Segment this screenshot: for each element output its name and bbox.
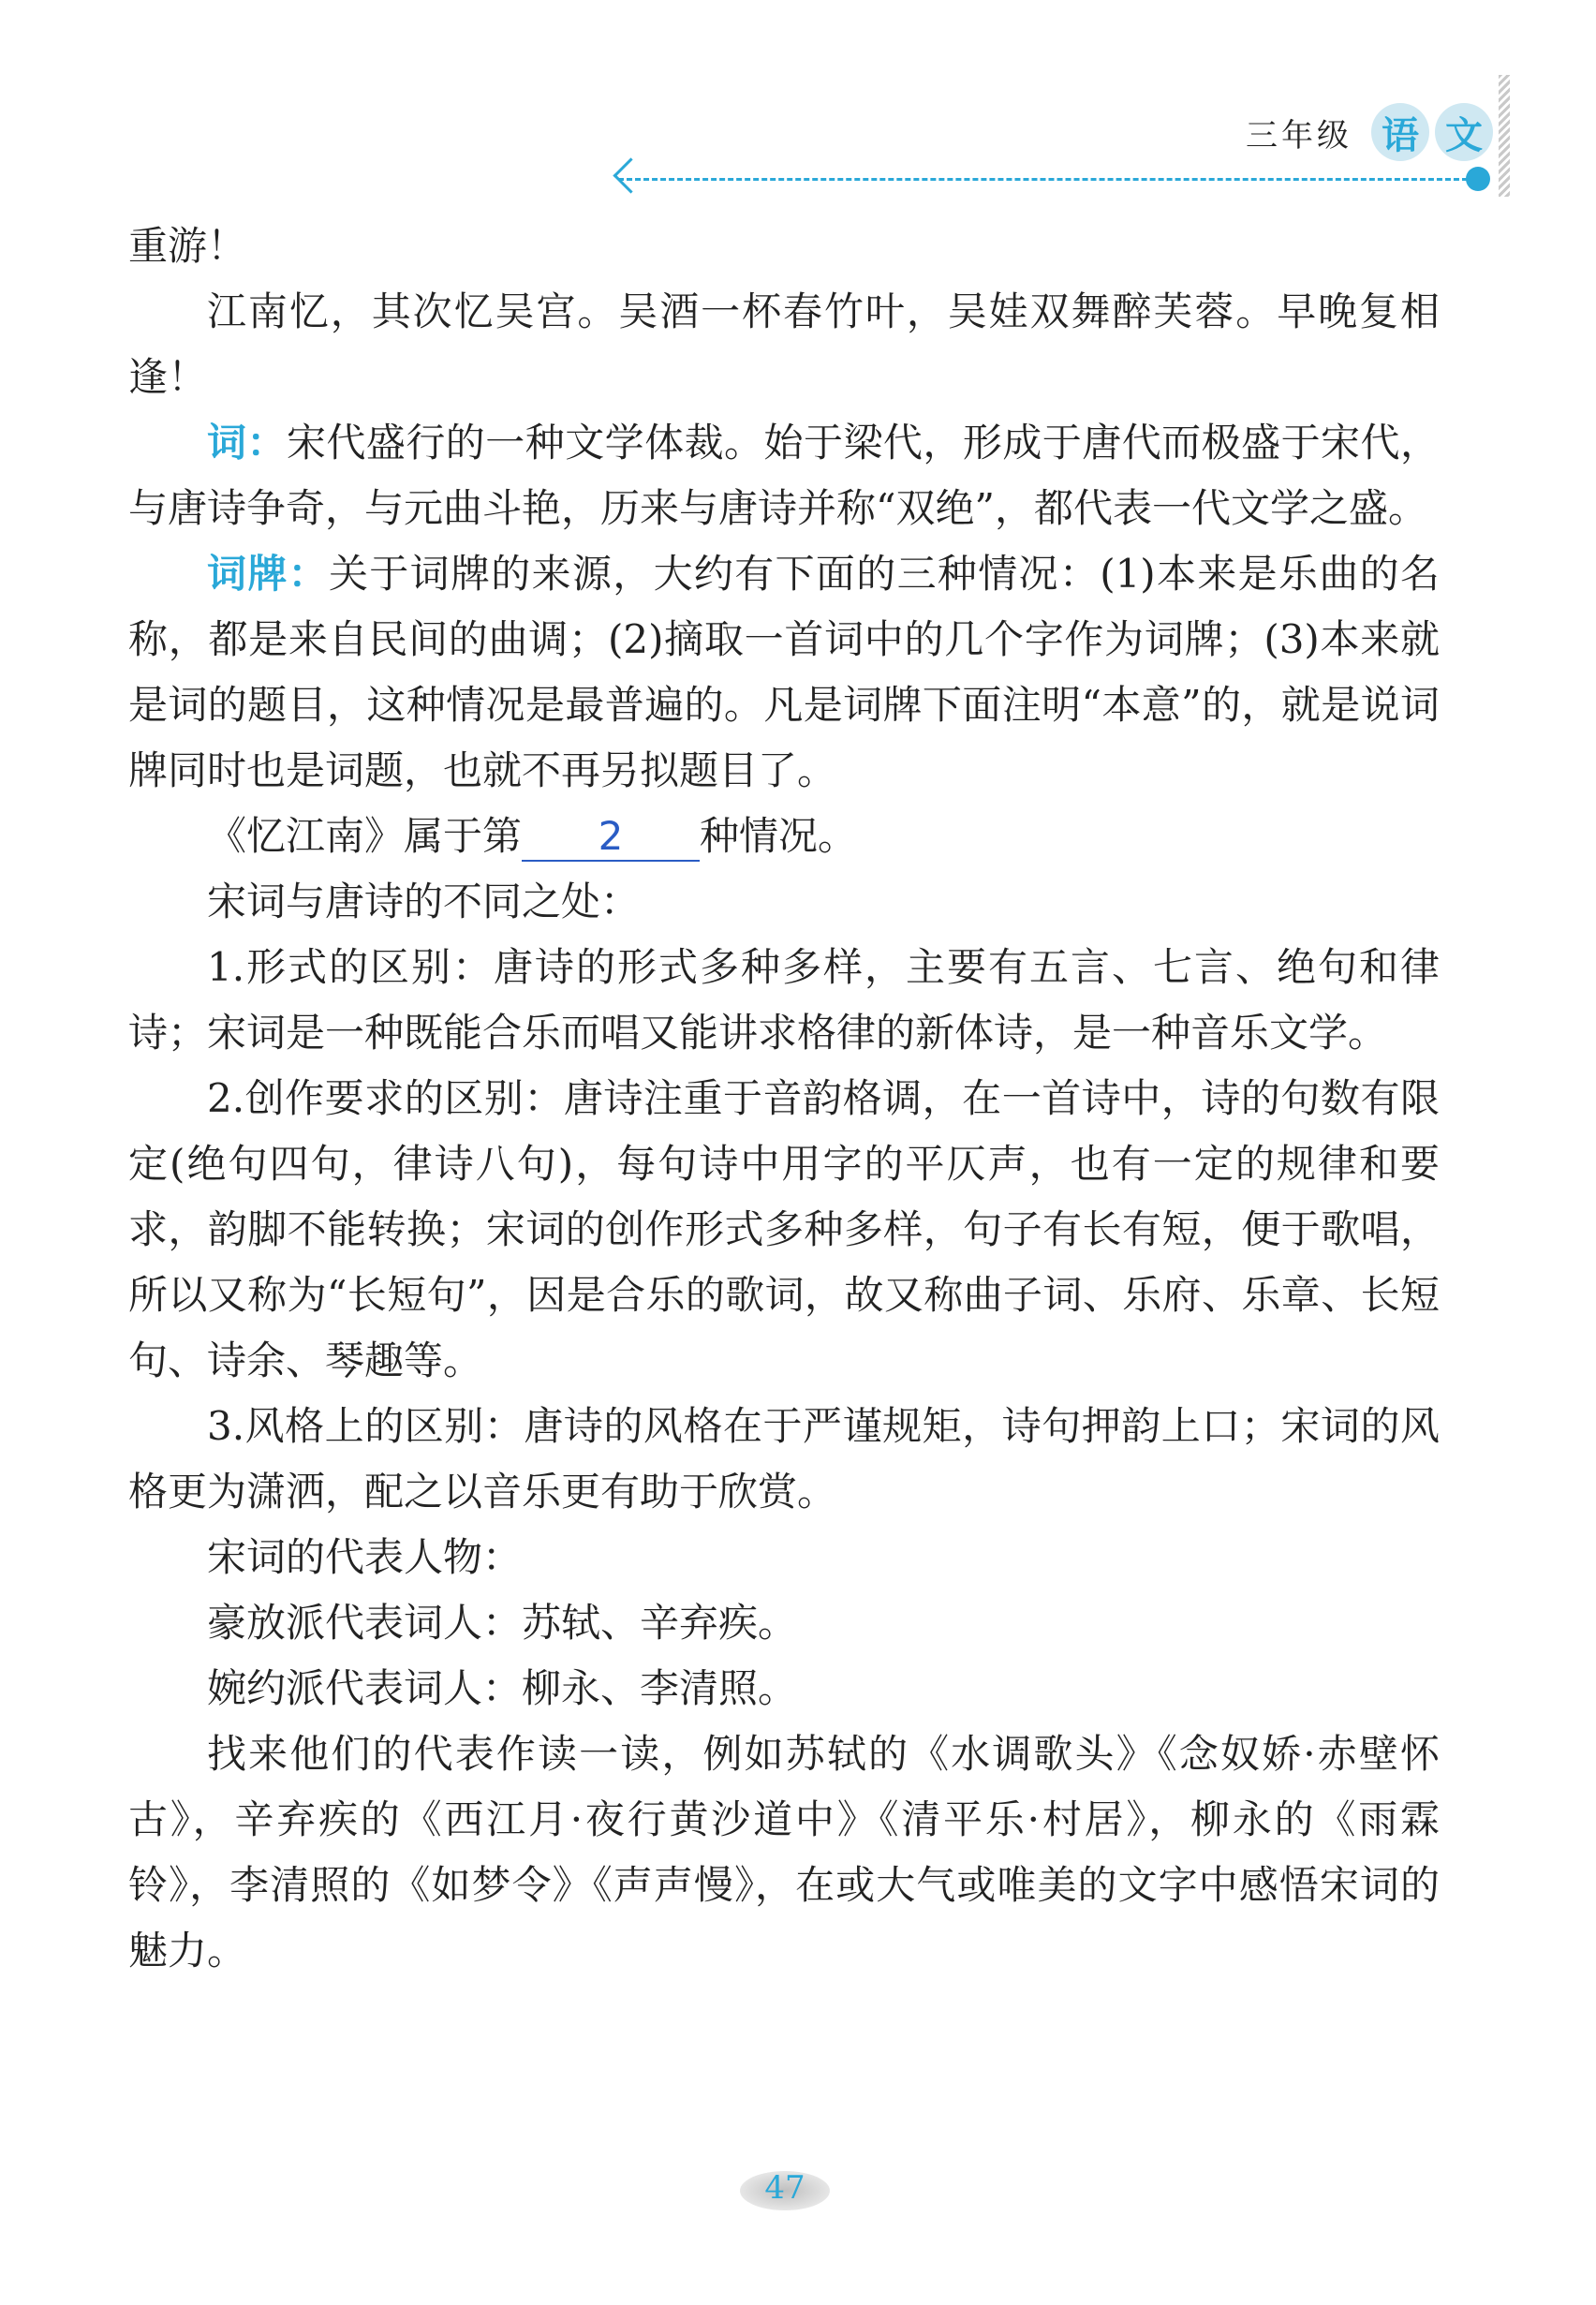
decorative-stripe <box>1499 75 1510 197</box>
question-suffix: 种情况。 <box>700 813 858 859</box>
subject-badge-yu: 语 <box>1371 103 1429 161</box>
cipai-text: 关于词牌的来源，大约有下面的三种情况：(1)本来是乐曲的名称，都是来自民间的曲调；(2)摘取一首词中的几个字作为词牌；(3)本来就是词的题目，这种情况是最普遍的。凡是词牌下面注明“本意”的，就是说词牌同时也是词题，也就不再另拟题目了。 <box>128 551 1440 793</box>
poem-stanza-2: 江南忆，其次忆吴宫。吴酒一杯春竹叶，吴娃双舞醉芙蓉。早晚复相逢！ <box>128 288 1440 400</box>
reps-title: 宋词的代表人物： <box>207 1534 523 1580</box>
reading-suggestion: 找来他们的代表作读一读，例如苏轼的《水调歌头》《念奴娇·赤壁怀古》，辛弃疾的《西江月·夜行黄沙道中》《清平乐·村居》，柳永的《雨霖铃》，李清照的《如梦令》《声声慢》，在或大气或唯美的文字中感悟宋词的魅力。 <box>128 1731 1440 1973</box>
header-dot-icon <box>1466 167 1490 191</box>
ci-definition <box>128 410 1440 541</box>
diff-title: 宋词与唐诗的不同之处： <box>207 879 641 924</box>
fill-in-question <box>128 804 1440 869</box>
ci-term: 词： <box>207 420 287 465</box>
arrow-left-icon <box>613 157 648 193</box>
ci-text: 宋代盛行的一种文学体裁。始于梁代，形成于唐代而极盛于宋代，与唐诗争奇，与元曲斗艳，历来与唐诗并称“双绝”，都代表一代文学之盛。 <box>128 420 1440 531</box>
page-content <box>128 214 1440 1984</box>
grade-label: 三年级 <box>1246 116 1352 155</box>
diff-item-2: 2.创作要求的区别：唐诗注重于音韵格调，在一首诗中，诗的句数有限定(绝句四句，律诗八句)，每句诗中用字的平仄声，也有一定的规律和要求，韵脚不能转换；宋词的创作形式多种多样，句子有长有短，便于歌唱，所以又称为“长短句”，因是合乐的歌词，故又称曲子词、乐府、乐章、长短句、诗余、琴趣等。 <box>128 1075 1440 1383</box>
cipai-definition <box>128 541 1440 804</box>
cipai-term: 词牌： <box>207 551 329 597</box>
page-header <box>1246 103 1493 161</box>
diff-item-3: 3.风格上的区别：唐诗的风格在于严谨规矩，诗句押韵上口；宋词的风格更为潇洒，配之以音乐更有助于欣赏。 <box>128 1403 1440 1515</box>
header-dashed-divider <box>618 178 1485 181</box>
page-number: 47 <box>740 2171 830 2210</box>
diff-item-1: 1.形式的区别：唐诗的形式多种多样，主要有五言、七言、绝句和律诗；宋词是一种既能合乐而唱又能讲求格律的新体诗，是一种音乐文学。 <box>128 944 1440 1056</box>
answer-blank[interactable]: 2 <box>522 813 700 862</box>
question-prefix: 《忆江南》属于第 <box>207 813 523 859</box>
poem-line-1: 重游！ <box>128 223 247 269</box>
subject-badge-wen: 文 <box>1435 103 1493 161</box>
wanyue-poets: 婉约派代表词人：柳永、李清照。 <box>207 1665 798 1711</box>
haofang-poets: 豪放派代表词人：苏轼、辛弃疾。 <box>207 1600 798 1646</box>
